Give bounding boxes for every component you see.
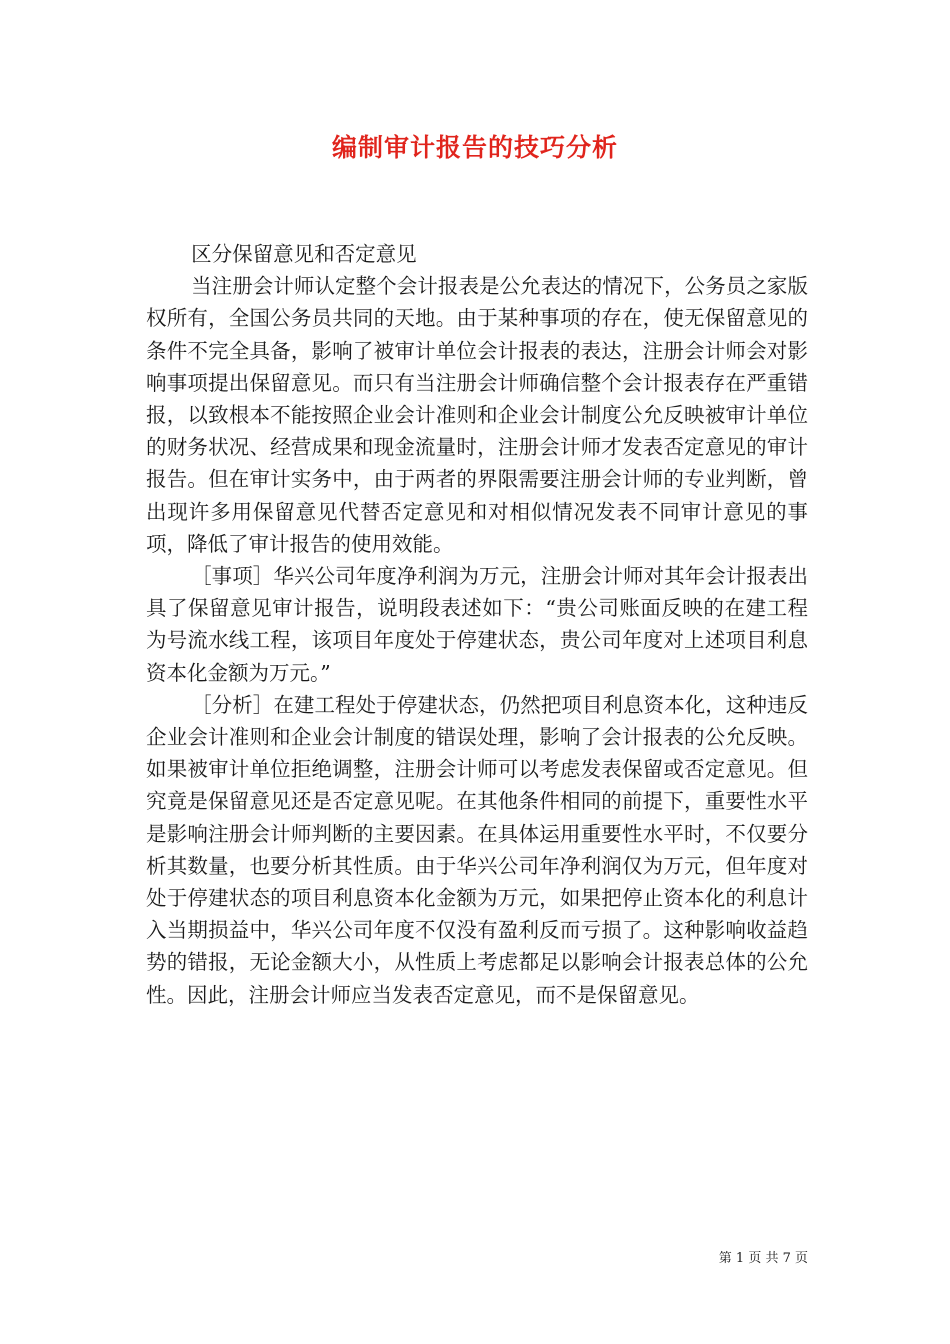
section-heading: 区分保留意见和否定意见 (191, 242, 417, 266)
document-body (146, 238, 808, 1011)
page-number: 第 1 页 共 7 页 (718, 1251, 808, 1266)
paragraph-2: ［事项］华兴公司年度净利润为万元，注册会计师对其年会计报表出具了保留意见审计报告，说明段表述如下：“贵公司账面反映的在建工程为号流水线工程，该项目年度处于停建状态，贵公司年度对上述项目利息资本化金额为万元。” (146, 564, 808, 685)
paragraph-3: ［分析］在建工程处于停建状态，仍然把项目利息资本化，这种违反企业会计准则和企业会计制度的错误处理，影响了会计报表的公允反映。如果被审计单位拒绝调整，注册会计师可以考虑发表保留或否定意见。但究竟是保留意见还是否定意见呢。在其他条件相同的前提下，重要性水平是影响注册会计师判断的主要因素。在具体运用重要性水平时，不仅要分析其数量，也要分析其性质。由于华兴公司年净利润仅为万元，但年度对处于停建状态的项目利息资本化金额为万元，如果把停止资本化的利息计入当期损益中，华兴公司年度不仅没有盈利反而亏损了。这种影响收益趋势的错报，无论金额大小，从性质上考虑都足以影响会计报表总体的公允性。因此，注册会计师应当发表否定意见，而不是保留意见。 (146, 692, 808, 1007)
paragraph-1: 当注册会计师认定整个会计报表是公允表达的情况下，公务员之家版权所有，全国公务员共同的天地。由于某种事项的存在，使无保留意见的条件不完全具备，影响了被审计单位会计报表的表达，注册会计师会对影响事项提出保留意见。而只有当注册会计师确信整个会计报表存在严重错报，以致根本不能按照企业会计准则和企业会计制度公允反映被审计单位的财务状况、经营成果和现金流量时，注册会计师才发表否定意见的审计报告。但在审计实务中，由于两者的界限需要注册会计师的专业判断，曾出现许多用保留意见代替否定意见和对相似情况发表不同审计意见的事项，降低了审计报告的使用效能。 (146, 274, 808, 556)
document-title: 编制审计报告的技巧分析 (331, 133, 618, 162)
